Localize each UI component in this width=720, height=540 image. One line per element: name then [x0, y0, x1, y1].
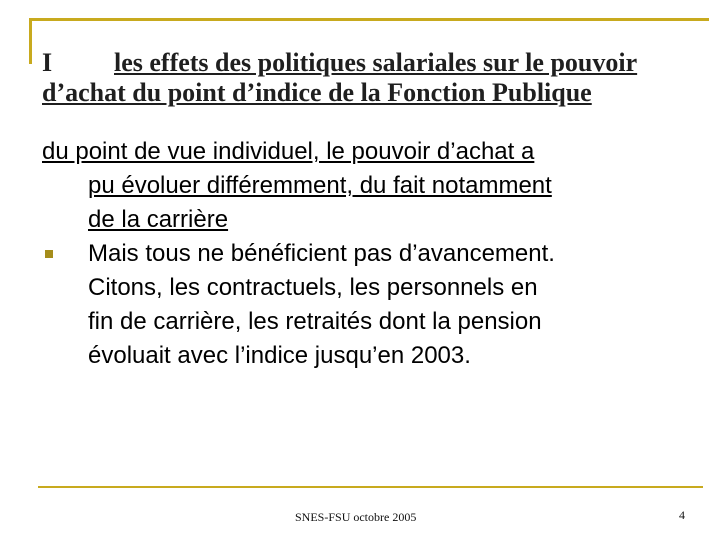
footer-source: SNES-FSU octobre 2005 [295, 510, 417, 524]
page-number: 4 [679, 508, 685, 522]
square-bullet-icon [45, 250, 53, 258]
intro-line-2: pu évoluer différemment, du fait notamment [88, 172, 552, 199]
intro-line-1: du point de vue individuel, le pouvoir d’achat a [42, 138, 535, 165]
footer-accent-line [38, 486, 703, 488]
bullet-line-2: Citons, les contractuels, les personnels en [88, 274, 538, 301]
left-accent-line [29, 18, 32, 64]
top-accent-line [29, 18, 709, 21]
bullet-line-3: fin de carrière, les retraités dont la pension [88, 308, 542, 335]
intro-line-3: de la carrière [88, 206, 229, 233]
intro-paragraph [42, 135, 692, 237]
bullet-line-1: Mais tous ne bénéficient pas d’avancement. [88, 240, 555, 267]
title-line-2: d’achat du point d’indice de la Fonction Publique [42, 78, 592, 108]
title-line-1 [42, 48, 672, 78]
slide-title [42, 48, 672, 108]
title-number: I [42, 48, 53, 78]
bullet-paragraph [42, 237, 692, 373]
slide-body [42, 135, 692, 373]
title-line-1-text: les effets des politiques salariales sur le pouvoir [114, 48, 638, 78]
bullet-line-4: évoluait avec l’indice jusqu’en 2003. [88, 342, 471, 369]
